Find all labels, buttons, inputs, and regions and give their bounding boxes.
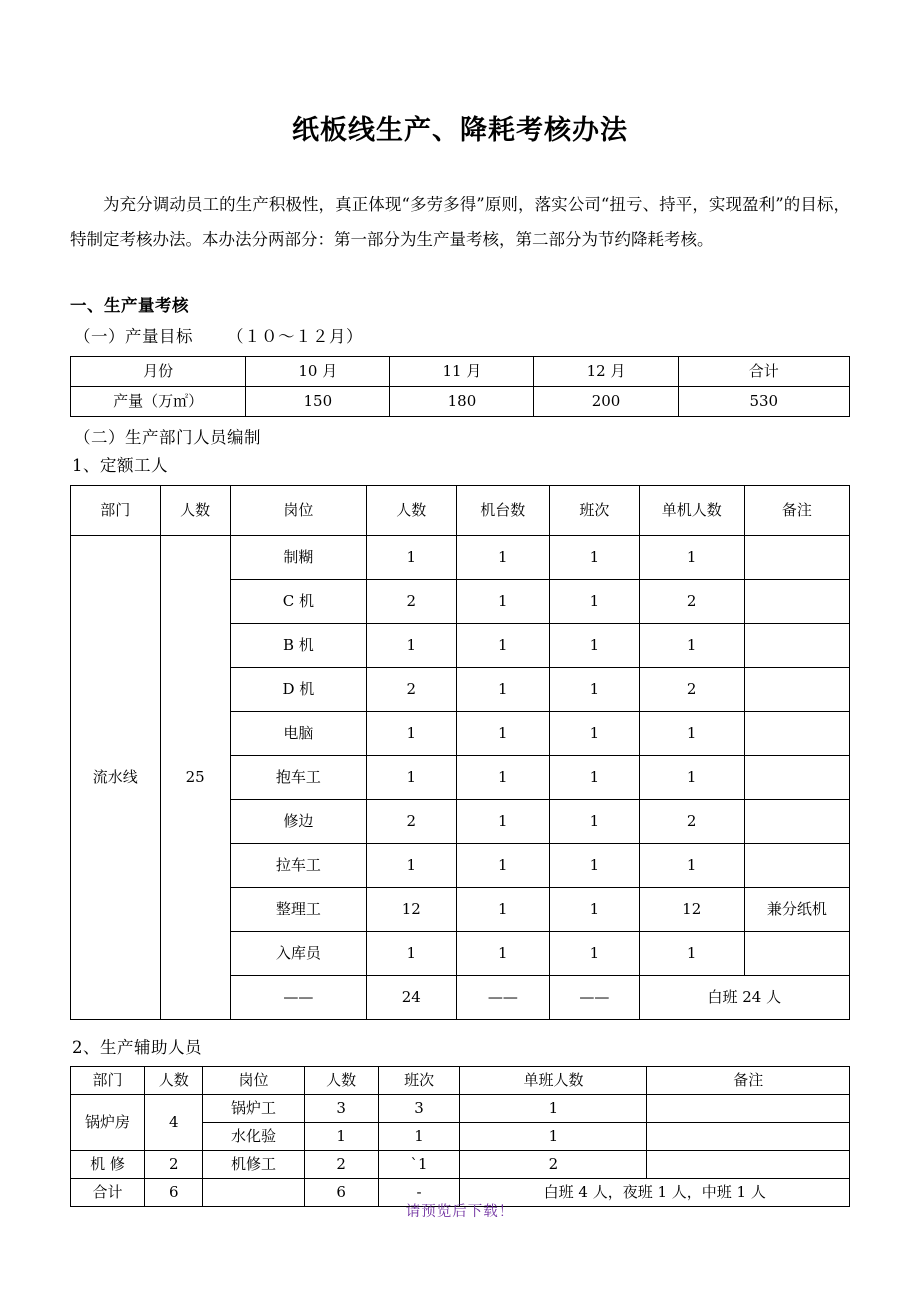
output-total-label: 合计 xyxy=(678,356,849,386)
output-value-1: 150 xyxy=(246,386,390,416)
table-row xyxy=(71,1094,850,1122)
aux-shifts: `1 xyxy=(378,1150,460,1178)
quota-machine-count: 1 xyxy=(456,843,549,887)
quota-workers-table xyxy=(70,485,850,1020)
quota-per-machine: 1 xyxy=(639,623,744,667)
aux-remark xyxy=(647,1122,850,1150)
quota-summary-count: 24 xyxy=(367,975,457,1019)
quota-remark: 兼分纸机 xyxy=(744,887,849,931)
aux-total-note: 白班 4 人，夜班 1 人，中班 1 人 xyxy=(460,1178,850,1206)
quota-post: 修边 xyxy=(230,799,366,843)
aux-per-shift: 1 xyxy=(460,1094,647,1122)
aux-header-department: 部门 xyxy=(71,1066,145,1094)
table-row xyxy=(71,535,850,579)
quota-per-machine: 2 xyxy=(639,579,744,623)
output-month-2: 11 月 xyxy=(390,356,534,386)
quota-post: 拉车工 xyxy=(230,843,366,887)
quota-shifts: 1 xyxy=(550,931,640,975)
table-header-row xyxy=(71,485,850,535)
output-value-3: 200 xyxy=(534,386,678,416)
aux-shifts: 3 xyxy=(378,1094,460,1122)
subsection-heading-2: （二）生产部门人员编制 xyxy=(74,427,261,447)
quota-remark xyxy=(744,579,849,623)
table-header-row xyxy=(71,1066,850,1094)
table-row xyxy=(71,386,850,416)
quota-post-count: 1 xyxy=(367,711,457,755)
quota-post-count: 1 xyxy=(367,623,457,667)
preview-download-note: 请预览后下载！ xyxy=(405,1204,515,1220)
quota-post-count: 1 xyxy=(367,843,457,887)
quota-post-count: 1 xyxy=(367,535,457,579)
quota-remark xyxy=(744,711,849,755)
quota-header-machine-count: 机台数 xyxy=(456,485,549,535)
aux-header-post-count: 人数 xyxy=(304,1066,378,1094)
quota-remark xyxy=(744,931,849,975)
quota-post: 抱车工 xyxy=(230,755,366,799)
quota-post: 整理工 xyxy=(230,887,366,931)
item-heading-1: 1、定额工人 xyxy=(72,455,168,475)
aux-total-label: 合计 xyxy=(71,1178,145,1206)
item-heading-2: 2、生产辅助人员 xyxy=(72,1037,202,1057)
aux-header-shifts: 班次 xyxy=(378,1066,460,1094)
quota-remark xyxy=(744,843,849,887)
quota-header-remark: 备注 xyxy=(744,485,849,535)
subsection-heading-1-range: （１０～１２月） xyxy=(227,326,363,346)
quota-post: D 机 xyxy=(230,667,366,711)
quota-machine-count: 1 xyxy=(456,535,549,579)
aux-post-count: 1 xyxy=(304,1122,378,1150)
output-target-table xyxy=(70,356,850,417)
quota-summary-note: 白班 24 人 xyxy=(639,975,849,1019)
quota-remark xyxy=(744,623,849,667)
quota-shifts: 1 xyxy=(550,843,640,887)
quota-post: 入库员 xyxy=(230,931,366,975)
output-month-3: 12 月 xyxy=(534,356,678,386)
quota-machine-count: 1 xyxy=(456,623,549,667)
aux-post-count: 3 xyxy=(304,1094,378,1122)
quota-machine-count: 1 xyxy=(456,931,549,975)
quota-per-machine: 1 xyxy=(639,535,744,579)
quota-header-headcount: 人数 xyxy=(160,485,230,535)
quota-machine-count: 1 xyxy=(456,799,549,843)
aux-header-post: 岗位 xyxy=(203,1066,304,1094)
aux-per-shift: 1 xyxy=(460,1122,647,1150)
aux-post: 机修工 xyxy=(203,1150,304,1178)
quota-per-machine: 2 xyxy=(639,667,744,711)
quota-department-name: 流水线 xyxy=(71,535,161,1019)
quota-per-machine: 1 xyxy=(639,755,744,799)
quota-header-per-machine: 单机人数 xyxy=(639,485,744,535)
table-row xyxy=(71,356,850,386)
aux-post: 锅炉工 xyxy=(203,1094,304,1122)
aux-department-headcount: 2 xyxy=(145,1150,203,1178)
output-value-2: 180 xyxy=(390,386,534,416)
section-heading-1: 一、生产量考核 xyxy=(70,295,189,315)
aux-department-name: 锅炉房 xyxy=(71,1094,145,1150)
quota-remark xyxy=(744,535,849,579)
quota-header-post-count: 人数 xyxy=(367,485,457,535)
quota-summary-shifts: —— xyxy=(550,975,640,1019)
quota-header-post: 岗位 xyxy=(230,485,366,535)
quota-post-count: 2 xyxy=(367,579,457,623)
subsection-heading-1 xyxy=(70,316,850,347)
aux-department-headcount: 4 xyxy=(145,1094,203,1150)
quota-post: B 机 xyxy=(230,623,366,667)
quota-post-count: 12 xyxy=(367,887,457,931)
quota-per-machine: 1 xyxy=(639,711,744,755)
aux-header-remark: 备注 xyxy=(647,1066,850,1094)
aux-header-per-shift: 单班人数 xyxy=(460,1066,647,1094)
quota-machine-count: 1 xyxy=(456,755,549,799)
output-row-label-volume: 产量（万㎡） xyxy=(71,386,246,416)
output-row-label-month: 月份 xyxy=(71,356,246,386)
intro-paragraph: 为充分调动员工的生产积极性，真正体现“多劳多得”原则，落实公司“扭亏、持平，实现盈利”的目标，特制定考核办法。本办法分两部分：第一部分为生产量考核，第二部分为节约降耗考核。 xyxy=(70,195,850,250)
aux-total-post-count: 6 xyxy=(304,1178,378,1206)
aux-department-name: 机 修 xyxy=(71,1150,145,1178)
page-title: 纸板线生产、降耗考核办法 xyxy=(292,115,628,146)
quota-post-count: 2 xyxy=(367,799,457,843)
quota-post-count: 1 xyxy=(367,755,457,799)
quota-shifts: 1 xyxy=(550,711,640,755)
quota-shifts: 1 xyxy=(550,535,640,579)
aux-post-count: 2 xyxy=(304,1150,378,1178)
auxiliary-workers-table xyxy=(70,1066,850,1207)
aux-header-headcount: 人数 xyxy=(145,1066,203,1094)
subsection-heading-1-label: （一）产量目标 xyxy=(74,326,193,346)
quota-per-machine: 1 xyxy=(639,843,744,887)
aux-remark xyxy=(647,1094,850,1122)
aux-remark xyxy=(647,1150,850,1178)
quota-shifts: 1 xyxy=(550,623,640,667)
quota-shifts: 1 xyxy=(550,579,640,623)
quota-per-machine: 1 xyxy=(639,931,744,975)
quota-machine-count: 1 xyxy=(456,579,549,623)
quota-machine-count: 1 xyxy=(456,887,549,931)
quota-department-headcount: 25 xyxy=(160,535,230,1019)
quota-remark xyxy=(744,799,849,843)
quota-post: 电脑 xyxy=(230,711,366,755)
quota-shifts: 1 xyxy=(550,667,640,711)
quota-remark xyxy=(744,755,849,799)
aux-shifts: 1 xyxy=(378,1122,460,1150)
aux-per-shift: 2 xyxy=(460,1150,647,1178)
aux-post: 水化验 xyxy=(203,1122,304,1150)
table-row xyxy=(71,1150,850,1178)
quota-machine-count: 1 xyxy=(456,667,549,711)
quota-header-department: 部门 xyxy=(71,485,161,535)
quota-shifts: 1 xyxy=(550,799,640,843)
aux-total-headcount: 6 xyxy=(145,1178,203,1206)
quota-remark xyxy=(744,667,849,711)
quota-post-count: 2 xyxy=(367,667,457,711)
quota-summary-post: —— xyxy=(230,975,366,1019)
quota-shifts: 1 xyxy=(550,755,640,799)
quota-header-shifts: 班次 xyxy=(550,485,640,535)
quota-post: C 机 xyxy=(230,579,366,623)
quota-post: 制糊 xyxy=(230,535,366,579)
quota-post-count: 1 xyxy=(367,931,457,975)
quota-per-machine: 2 xyxy=(639,799,744,843)
quota-summary-machines: —— xyxy=(456,975,549,1019)
output-month-1: 10 月 xyxy=(246,356,390,386)
output-total-value: 530 xyxy=(678,386,849,416)
quota-machine-count: 1 xyxy=(456,711,549,755)
quota-shifts: 1 xyxy=(550,887,640,931)
aux-total-shifts: - xyxy=(378,1178,460,1206)
quota-per-machine: 12 xyxy=(639,887,744,931)
